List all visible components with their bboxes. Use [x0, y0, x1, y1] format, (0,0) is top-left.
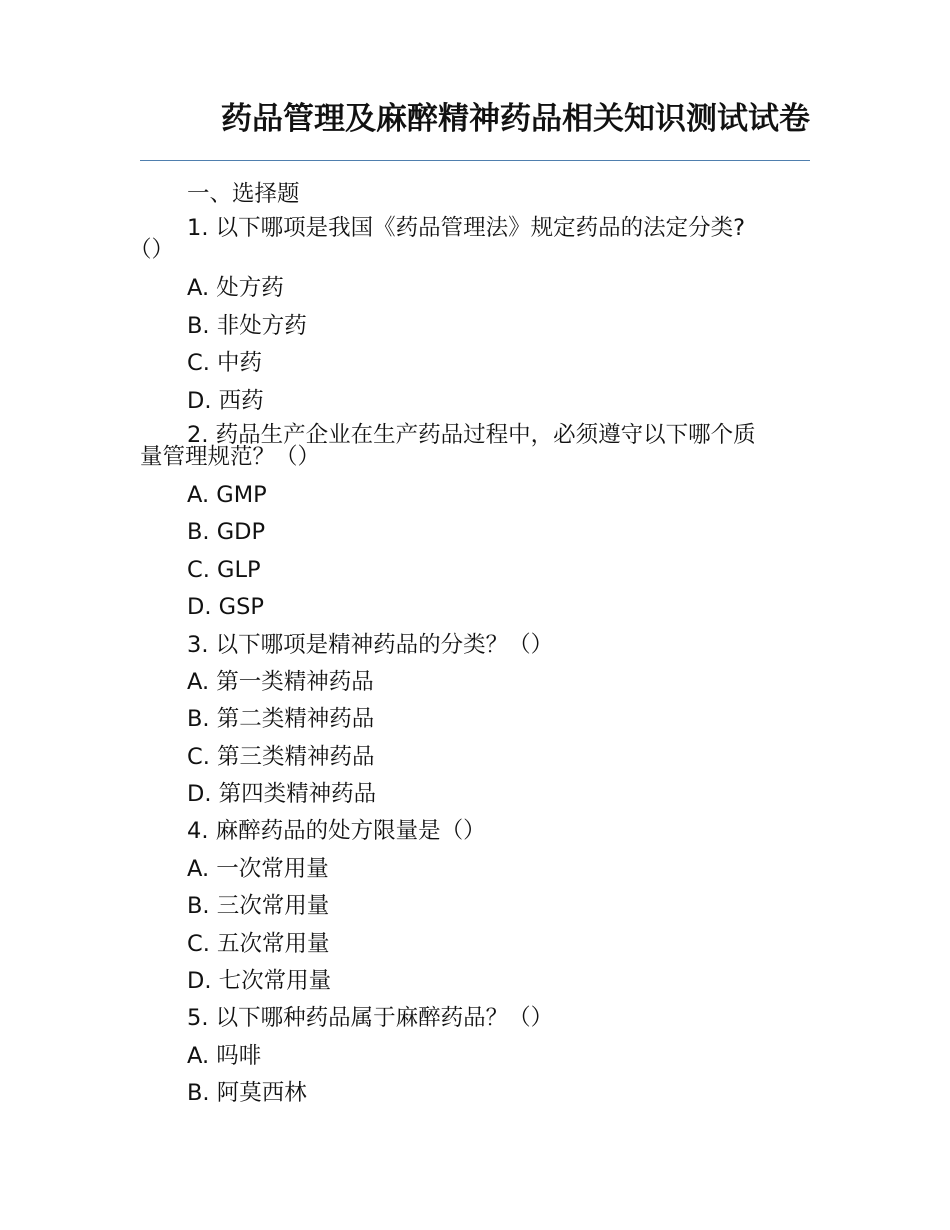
question-4-option-c: C. 五次常用量 [187, 930, 330, 957]
document-body [129, 176, 810, 1113]
question-5-option-b: B. 阿莫西林 [187, 1080, 307, 1107]
question-stem-continuation: 量管理规范？（） [140, 443, 321, 470]
question-1-option-c: C. 中药 [187, 350, 263, 377]
question-2-option-a: A. GMP [187, 481, 267, 508]
question-2-option-c: C. GLP [187, 556, 261, 583]
question-1-option-a: A. 处方药 [187, 275, 284, 302]
question-3-option-b: B. 第二类精神药品 [187, 706, 375, 733]
question-3-stem: 3. 以下哪项是精神药品的分类？（） [187, 631, 554, 658]
question-3-option-a: A. 第一类精神药品 [187, 668, 374, 695]
section-heading: 一、选择题 [187, 181, 300, 207]
question-stem-text: 1. 以下哪项是我国《药品管理法》规定药品的法定分类? [187, 215, 746, 242]
question-5-stem: 5. 以下哪种药品属于麻醉药品？（） [187, 1005, 554, 1032]
question-2-stem [140, 420, 810, 477]
question-stem-continuation: （） [129, 237, 175, 264]
question-1-option-b: B. 非处方药 [187, 312, 307, 339]
question-2-option-b: B. GDP [187, 519, 266, 546]
question-3-option-d: D. 第四类精神药品 [187, 781, 377, 808]
question-5-option-a: A. 吗啡 [187, 1042, 262, 1069]
question-4-stem: 4. 麻醉药品的处方限量是（） [187, 818, 486, 845]
question-1-option-d: D. 西药 [187, 387, 264, 414]
question-4-option-d: D. 七次常用量 [187, 968, 332, 995]
question-4-option-a: A. 一次常用量 [187, 855, 329, 882]
question-4-option-b: B. 三次常用量 [187, 893, 330, 920]
question-1-stem [129, 213, 810, 270]
question-3-option-c: C. 第三类精神药品 [187, 743, 375, 770]
question-2-option-d: D. GSP [187, 594, 264, 621]
document-title: 药品管理及麻醉精神药品相关知识测试试卷 [221, 101, 810, 137]
question-stem-text: 2. 药品生产企业在生产药品过程中，必须遵守以下哪个质 [187, 421, 756, 448]
title-divider [140, 160, 810, 161]
